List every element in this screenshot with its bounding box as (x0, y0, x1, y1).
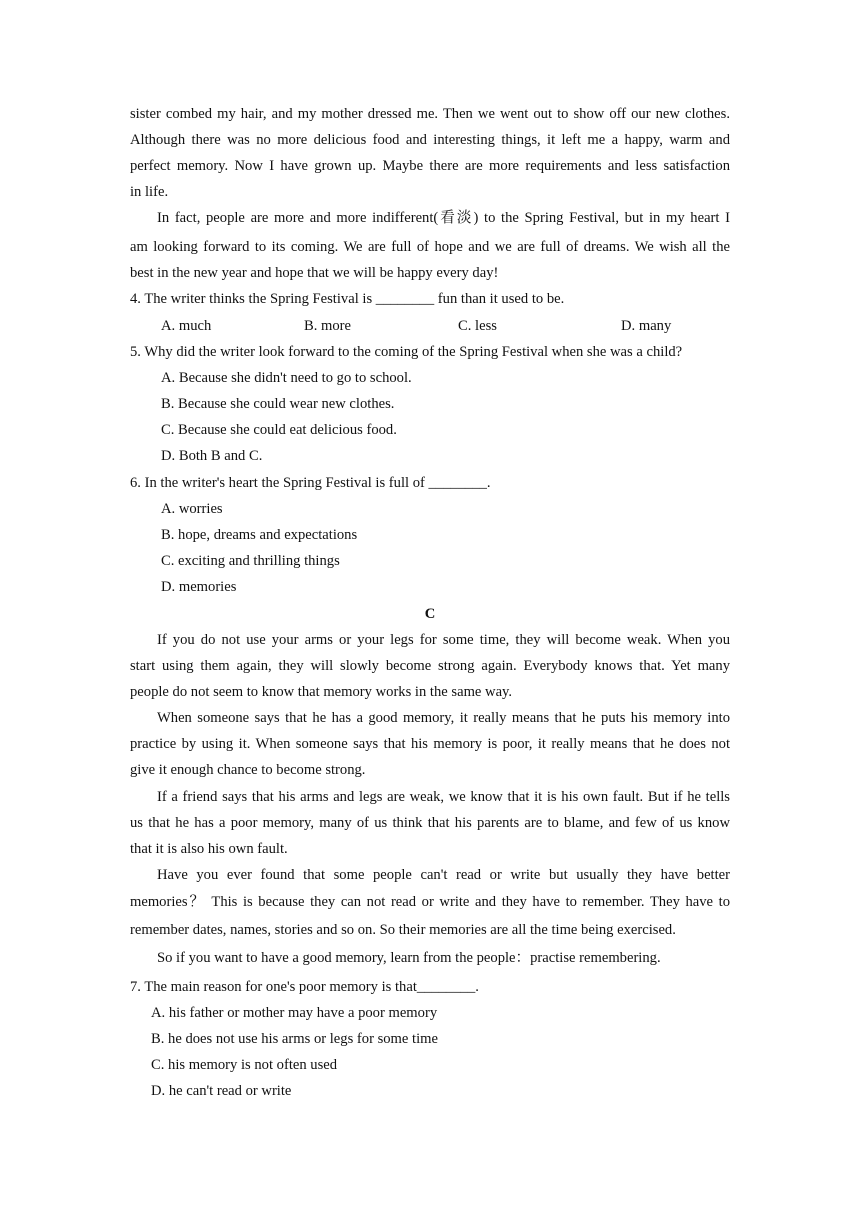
question-6-stem: 6. In the writer's heart the Spring Festival is full of ________. (130, 475, 491, 491)
passage-c-para3-line2: us that he has a poor memory, many of us think that his parents are to blame, and few of us know (130, 815, 730, 831)
passage-c-para3-line3: that it is also his own fault. (130, 841, 288, 857)
passage-c-para2-line2: practice by using it. When someone says that his memory is poor, it really means that he does not (130, 736, 730, 752)
passage-c-para1-line2: start using them again, they will slowly become strong again. Everybody knows that. Yet many (130, 658, 730, 674)
question-5-option-d: D. Both B and C. (161, 448, 263, 464)
passage-c-heading: C (424, 606, 436, 622)
passage-c-para1-line1: If you do not use your arms or your legs for some time, they will become weak. When you (157, 632, 730, 648)
passage-b-para1-line1: sister combed my hair, and my mother dressed me. Then we went out to show off our new clothes. (130, 106, 730, 122)
passage-c-para3-line1: If a friend says that his arms and legs are weak, we know that it is his own fault. But if he tells (157, 789, 730, 805)
question-4-option-b: B. more (304, 318, 352, 334)
passage-b-para1-line3: perfect memory. Now I have grown up. Maybe there are more requirements and less satisfaction (130, 158, 730, 174)
passage-c-para2-line1: When someone says that he has a good memory, it really means that he puts his memory into (157, 710, 730, 726)
question-6-option-a: A. worries (161, 501, 223, 517)
passage-c-para5-line1: So if you want to have a good memory, learn from the people：practise remembering. (157, 950, 661, 966)
passage-b-para1-line2: Although there was no more delicious food and interesting things, it left me a happy, warm and (130, 132, 730, 148)
question-4-option-a: A. much (161, 318, 212, 334)
passage-c-para4-line1: Have you ever found that some people can't read or write but usually they have better (157, 867, 730, 883)
question-4-options (0, 317, 860, 335)
passage-c-para4-line3: remember dates, names, stories and so on. So their memories are all the time being exercised. (130, 922, 676, 938)
question-6-option-c: C. exciting and thrilling things (161, 553, 340, 569)
question-4-stem: 4. The writer thinks the Spring Festival is ________ fun than it used to be. (130, 291, 565, 307)
passage-c-para1-line3: people do not seem to know that memory works in the same way. (130, 684, 513, 700)
question-5-option-b: B. Because she could wear new clothes. (161, 396, 395, 412)
question-5-option-a: A. Because she didn't need to go to school. (161, 370, 412, 386)
question-4-option-d: D. many (621, 318, 672, 334)
passage-b-para2-line3: best in the new year and hope that we will be happy every day! (130, 265, 499, 281)
passage-c-para2-line3: give it enough chance to become strong. (130, 762, 366, 778)
passage-b-para1-line4: in life. (130, 184, 169, 200)
question-4-option-c: C. less (458, 318, 497, 334)
question-7-option-a: A. his father or mother may have a poor memory (151, 1005, 438, 1021)
passage-c-para4-line2: memories？ This is because they can not read or write and they have to remember. They have to (130, 894, 730, 910)
question-6-option-b: B. hope, dreams and expectations (161, 527, 358, 543)
passage-b-para2-line1: In fact, people are more and more indifferent(看淡) to the Spring Festival, but in my heart I (157, 210, 730, 226)
question-7-option-c: C. his memory is not often used (151, 1057, 338, 1073)
question-7-stem: 7. The main reason for one's poor memory is that________. (130, 979, 479, 995)
question-7-option-b: B. he does not use his arms or legs for some time (151, 1031, 438, 1047)
question-5-option-c: C. Because she could eat delicious food. (161, 422, 397, 438)
passage-b-para2-line2: am looking forward to its coming. We are full of hope and we are full of dreams. We wish all the (130, 239, 730, 255)
question-7-option-d: D. he can't read or write (151, 1083, 292, 1099)
question-6-option-d: D. memories (161, 579, 237, 595)
question-5-stem: 5. Why did the writer look forward to the coming of the Spring Festival when she was a child? (130, 344, 683, 360)
